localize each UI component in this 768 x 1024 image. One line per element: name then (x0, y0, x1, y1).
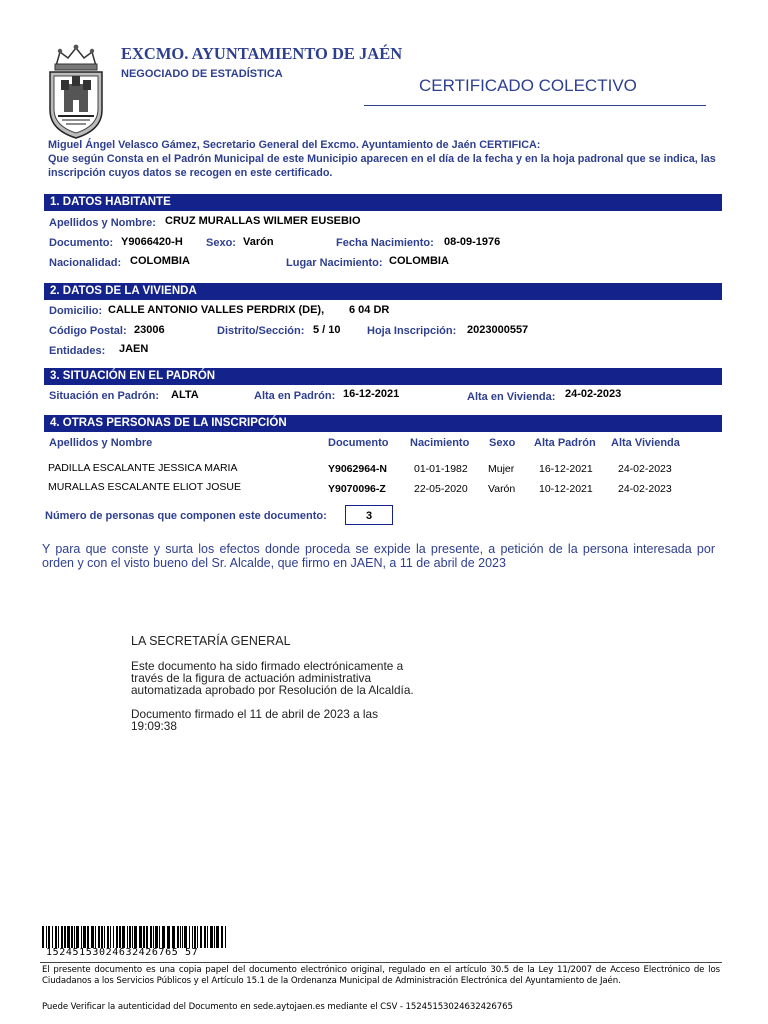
situacion-value: ALTA (171, 389, 199, 401)
hoja-inscripcion-value: 2023000557 (467, 324, 529, 336)
row-2-nombre: MURALLAS ESCALANTE ELIOT JOSUE (48, 481, 241, 493)
section-otras-personas-header: 4. OTRAS PERSONAS DE LA INSCRIPCIÓN (44, 415, 722, 432)
row-2-sexo: Varón (488, 483, 516, 495)
row-2-alta-vivienda: 24-02-2023 (618, 483, 672, 495)
section-datos-vivienda-header: 2. DATOS DE LA VIVIENDA (44, 283, 722, 300)
row-1-alta-vivienda: 24-02-2023 (618, 463, 672, 475)
org-title: EXCMO. AYUNTAMIENTO DE JAÉN (121, 44, 403, 63)
row-2-nacimiento: 22-05-2020 (414, 483, 468, 495)
fecha-nacimiento-label: Fecha Nacimiento: (336, 237, 434, 249)
row-1-documento: Y9062964-N (328, 463, 387, 475)
row-1-sexo: Mujer (488, 463, 515, 475)
apellidos-value: CRUZ MURALLAS WILMER EUSEBIO (165, 215, 361, 227)
domicilio-value: CALLE ANTONIO VALLES PERDRIX (DE), (108, 304, 325, 316)
coat-of-arms-logo (44, 44, 108, 140)
lugar-nacimiento-value: COLOMBIA (389, 255, 449, 267)
situacion-label: Situación en Padrón: (49, 390, 160, 402)
signature-text-1: Este documento ha sido firmado electrónicamente a través de la figura de actuación administrativa automatizada aprobado por Resolución de la Alcaldía. (131, 659, 414, 698)
section-situacion-padron-header: 3. SITUACIÓN EN EL PADRÓN (44, 368, 722, 385)
dept-title: NEGOCIADO DE ESTADÍSTICA (121, 68, 283, 80)
alta-padron-value: 16-12-2021 (343, 388, 400, 400)
lugar-nacimiento-label: Lugar Nacimiento: (286, 257, 383, 269)
codigo-postal-label: Código Postal: (49, 325, 127, 337)
nacionalidad-value: COLOMBIA (130, 255, 190, 267)
section-datos-habitante-header: 1. DATOS HABITANTE (44, 194, 722, 211)
closing-statement: Y para que conste y surta los efectos donde proceda se expide la presente, a petición de la persona interesada por orden y con el visto bueno del Sr. Alcalde, que firmo en JAEN, a 11 de abril de 2023 (42, 542, 715, 570)
row-1-alta-padron: 16-12-2021 (539, 463, 593, 475)
title-underline (364, 105, 706, 106)
domicilio-number: 6 04 DR (349, 304, 390, 316)
person-count-value: 3 (365, 510, 373, 522)
sexo-value: Varón (243, 236, 274, 248)
apellidos-label: Apellidos y Nombre: (49, 217, 156, 229)
column-header-apellidos: Apellidos y Nombre (49, 437, 153, 449)
alta-padron-label: Alta en Padrón: (254, 390, 336, 402)
entidades-label: Entidades: (49, 345, 106, 357)
footer-legal-text: El presente documento es una copia papel del documento electrónico original, regulado en el artículo 30.5 de la Ley 11/2007 de Acceso Electrónico de los Ciudadanos a los Servicios Públicos y el Artículo 15.1 de la Ordenanza Municipal de Administración Electrónica del Ayuntamiento de Jaén. (42, 965, 720, 986)
column-header-sexo: Sexo (489, 437, 516, 449)
column-header-documento: Documento (328, 437, 389, 449)
footer-verify-text: Puede Verificar la autenticidad del Documento en sede.aytojaen.es mediante el CSV - 15245153024632426765 (42, 1002, 513, 1012)
entidades-value: JAEN (119, 343, 149, 355)
alta-vivienda-label: Alta en Vivienda: (467, 391, 556, 403)
domicilio-label: Domicilio: (49, 305, 103, 317)
row-1-nacimiento: 01-01-1982 (414, 463, 468, 475)
distrito-label: Distrito/Sección: (217, 325, 305, 337)
person-count-label: Número de personas que componen este documento: (45, 510, 327, 522)
distrito-value: 5 / 10 (313, 324, 341, 336)
intro-line-2: Que según Consta en el Padrón Municipal de este Municipio aparecen en el día de la fecha y en la hoja padronal que se indica, las inscripción cuyos datos se recogen en este certificado. (48, 153, 716, 179)
hoja-inscripcion-label: Hoja Inscripción: (367, 325, 457, 337)
documento-label: Documento: (49, 237, 114, 249)
row-2-alta-padron: 10-12-2021 (539, 483, 593, 495)
barcode-image (42, 926, 228, 948)
column-header-alta-padron: Alta Padrón (534, 437, 596, 449)
person-count-box (345, 505, 393, 525)
nacionalidad-label: Nacionalidad: (49, 257, 122, 269)
documento-value: Y9066420-H (121, 236, 183, 248)
column-header-nacimiento: Nacimiento (410, 437, 470, 449)
sexo-label: Sexo: (206, 237, 236, 249)
signature-title: LA SECRETARÍA GENERAL (131, 634, 291, 648)
intro-line-1: Miguel Ángel Velasco Gámez, Secretario General del Excmo. Ayuntamiento de Jaén CERTIFICA: (48, 139, 541, 151)
alta-vivienda-value: 24-02-2023 (565, 388, 622, 400)
codigo-postal-value: 23006 (134, 324, 165, 336)
column-header-alta-vivienda: Alta Vivienda (611, 437, 680, 449)
row-2-documento: Y9070096-Z (328, 483, 386, 495)
row-1-nombre: PADILLA ESCALANTE JESSICA MARIA (48, 462, 238, 474)
document-title: CERTIFICADO COLECTIVO (419, 76, 637, 95)
signature-text-2: Documento firmado el 11 de abril de 2023 a las 19:09:38 (131, 707, 379, 734)
barcode-number: 15245153024632426765 57 (46, 947, 199, 958)
fecha-nacimiento-value: 08-09-1976 (444, 236, 501, 248)
footer-divider (40, 962, 722, 963)
